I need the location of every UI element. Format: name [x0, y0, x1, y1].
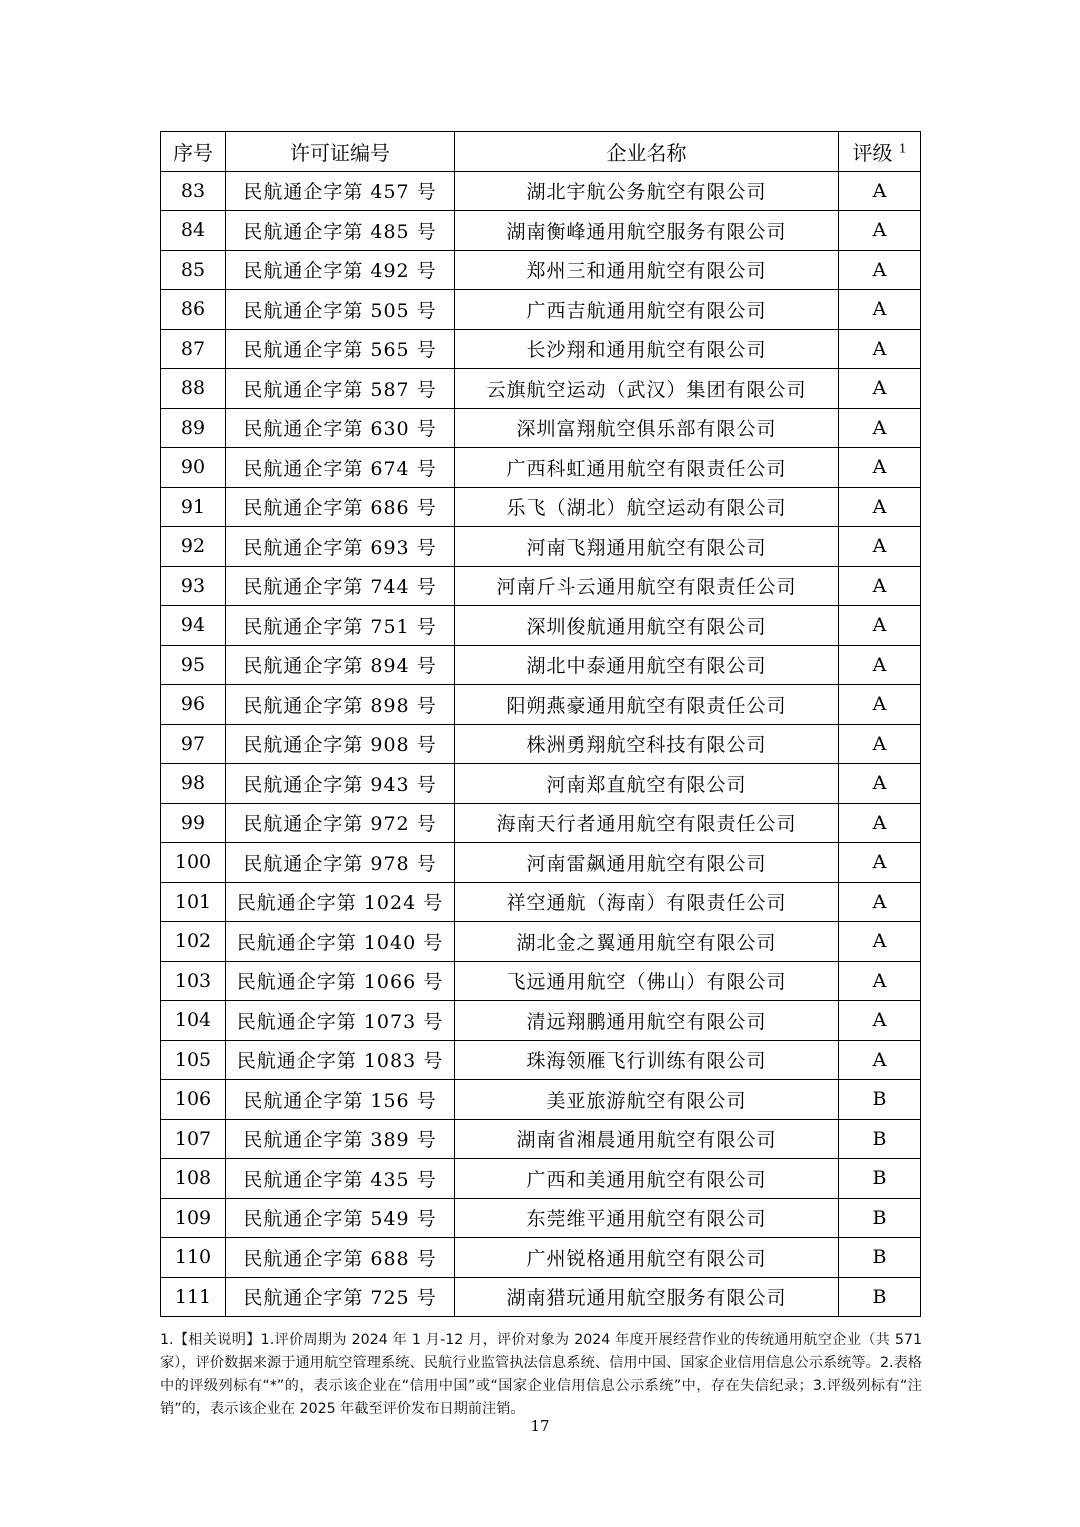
cell-license: 民航通企字第 587 号	[226, 369, 455, 409]
cell-license: 民航通企字第 978 号	[226, 843, 455, 883]
cell-grade: A	[839, 764, 921, 804]
cell-grade: A	[839, 1040, 921, 1080]
table-row	[161, 1040, 921, 1080]
cell-license: 民航通企字第 894 号	[226, 645, 455, 685]
cell-index: 99	[161, 803, 226, 843]
cell-license: 民航通企字第 435 号	[226, 1159, 455, 1199]
cell-grade: B	[839, 1119, 921, 1159]
cell-index: 111	[161, 1277, 226, 1317]
cell-company: 阳朔燕豪通用航空有限责任公司	[455, 685, 839, 725]
cell-license: 民航通企字第 943 号	[226, 764, 455, 804]
cell-index: 110	[161, 1238, 226, 1278]
grade-footnote-marker: 1	[898, 141, 907, 156]
table-row	[161, 1080, 921, 1120]
cell-company: 深圳俊航通用航空有限公司	[455, 606, 839, 646]
cell-company: 湖南猎玩通用航空服务有限公司	[455, 1277, 839, 1317]
table-row	[161, 448, 921, 488]
cell-license: 民航通企字第 565 号	[226, 329, 455, 369]
cell-grade: A	[839, 803, 921, 843]
table-body	[161, 171, 921, 1317]
cell-index: 96	[161, 685, 226, 725]
cell-grade: A	[839, 448, 921, 488]
cell-license: 民航通企字第 1040 号	[226, 922, 455, 962]
table-row	[161, 606, 921, 646]
table-row	[161, 329, 921, 369]
cell-index: 100	[161, 843, 226, 883]
cell-company: 湖北金之翼通用航空有限公司	[455, 922, 839, 962]
cell-license: 民航通企字第 1024 号	[226, 882, 455, 922]
cell-index: 86	[161, 290, 226, 330]
table-row	[161, 922, 921, 962]
cell-company: 长沙翔和通用航空有限公司	[455, 329, 839, 369]
cell-license: 民航通企字第 485 号	[226, 211, 455, 251]
cell-license: 民航通企字第 1073 号	[226, 1001, 455, 1041]
table-header-row	[161, 132, 921, 172]
header-license: 许可证编号	[226, 132, 455, 172]
cell-company: 云旗航空运动（武汉）集团有限公司	[455, 369, 839, 409]
cell-grade: A	[839, 408, 921, 448]
cell-grade: A	[839, 724, 921, 764]
cell-license: 民航通企字第 505 号	[226, 290, 455, 330]
cell-grade: A	[839, 290, 921, 330]
table-row	[161, 685, 921, 725]
table-row	[161, 527, 921, 567]
cell-index: 94	[161, 606, 226, 646]
table-row	[161, 369, 921, 409]
company-rating-table	[160, 131, 921, 1317]
table-row	[161, 1198, 921, 1238]
cell-index: 88	[161, 369, 226, 409]
cell-grade: A	[839, 250, 921, 290]
cell-license: 民航通企字第 156 号	[226, 1080, 455, 1120]
table-row	[161, 764, 921, 804]
cell-grade: A	[839, 685, 921, 725]
cell-index: 105	[161, 1040, 226, 1080]
cell-company: 祥空通航（海南）有限责任公司	[455, 882, 839, 922]
cell-index: 92	[161, 527, 226, 567]
cell-grade: B	[839, 1238, 921, 1278]
header-grade-label: 评级	[852, 140, 893, 165]
table-row	[161, 250, 921, 290]
cell-license: 民航通企字第 744 号	[226, 566, 455, 606]
cell-license: 民航通企字第 972 号	[226, 803, 455, 843]
cell-license: 民航通企字第 686 号	[226, 487, 455, 527]
cell-grade: A	[839, 922, 921, 962]
cell-index: 102	[161, 922, 226, 962]
cell-index: 107	[161, 1119, 226, 1159]
cell-license: 民航通企字第 389 号	[226, 1119, 455, 1159]
cell-grade: A	[839, 645, 921, 685]
cell-company: 东莞维平通用航空有限公司	[455, 1198, 839, 1238]
cell-license: 民航通企字第 1083 号	[226, 1040, 455, 1080]
cell-grade: A	[839, 171, 921, 211]
footnote: 1.【相关说明】1.评价周期为 2024 年 1 月-12 月，评价对象为 2024 年度开展经营作业的传统通用航空企业（共 571 家），评价数据来源于通用航空管理系统、民航行业监管执法信息系统、信用中国、国家企业信用信息公示系统等。2.表格中的评级列标有“*”的，表示该企业在“信用中国”或“国家企业信用信息公示系统”中，存在失信纪录；3.评级列标有“注销”的，表示该企业在 2025 年截至评价发布日期前注销。	[160, 1332, 922, 1417]
table-row	[161, 487, 921, 527]
cell-license: 民航通企字第 674 号	[226, 448, 455, 488]
cell-company: 河南郑直航空有限公司	[455, 764, 839, 804]
cell-index: 95	[161, 645, 226, 685]
cell-company: 美亚旅游航空有限公司	[455, 1080, 839, 1120]
table-row	[161, 1001, 921, 1041]
cell-grade: A	[839, 329, 921, 369]
cell-license: 民航通企字第 1066 号	[226, 961, 455, 1001]
cell-index: 104	[161, 1001, 226, 1041]
cell-company: 珠海领雁飞行训练有限公司	[455, 1040, 839, 1080]
header-company: 企业名称	[455, 132, 839, 172]
cell-license: 民航通企字第 457 号	[226, 171, 455, 211]
cell-license: 民航通企字第 693 号	[226, 527, 455, 567]
table-row	[161, 290, 921, 330]
table-row	[161, 645, 921, 685]
cell-grade: A	[839, 487, 921, 527]
cell-grade: A	[839, 211, 921, 251]
table-row	[161, 961, 921, 1001]
cell-index: 89	[161, 408, 226, 448]
cell-index: 98	[161, 764, 226, 804]
cell-company: 河南雷飙通用航空有限公司	[455, 843, 839, 883]
cell-grade: B	[839, 1159, 921, 1199]
cell-company: 广西科虹通用航空有限责任公司	[455, 448, 839, 488]
header-index: 序号	[161, 132, 226, 172]
cell-index: 101	[161, 882, 226, 922]
table-row	[161, 408, 921, 448]
cell-grade: B	[839, 1277, 921, 1317]
table-row	[161, 211, 921, 251]
cell-license: 民航通企字第 492 号	[226, 250, 455, 290]
cell-company: 湖南衡峰通用航空服务有限公司	[455, 211, 839, 251]
cell-company: 湖南省湘晨通用航空有限公司	[455, 1119, 839, 1159]
table-row	[161, 1238, 921, 1278]
cell-company: 海南天行者通用航空有限责任公司	[455, 803, 839, 843]
cell-grade: A	[839, 369, 921, 409]
cell-grade: A	[839, 527, 921, 567]
cell-grade: A	[839, 843, 921, 883]
cell-license: 民航通企字第 725 号	[226, 1277, 455, 1317]
cell-index: 97	[161, 724, 226, 764]
table-row	[161, 171, 921, 211]
cell-company: 湖北中泰通用航空有限公司	[455, 645, 839, 685]
cell-grade: B	[839, 1198, 921, 1238]
cell-index: 106	[161, 1080, 226, 1120]
cell-index: 84	[161, 211, 226, 251]
cell-grade: A	[839, 606, 921, 646]
cell-license: 民航通企字第 908 号	[226, 724, 455, 764]
cell-grade: A	[839, 1001, 921, 1041]
cell-index: 83	[161, 171, 226, 211]
table-row	[161, 724, 921, 764]
cell-index: 87	[161, 329, 226, 369]
cell-license: 民航通企字第 630 号	[226, 408, 455, 448]
cell-license: 民航通企字第 549 号	[226, 1198, 455, 1238]
cell-grade: A	[839, 882, 921, 922]
cell-company: 河南飞翔通用航空有限公司	[455, 527, 839, 567]
table-row	[161, 1119, 921, 1159]
header-grade	[839, 132, 921, 172]
cell-company: 湖北宇航公务航空有限公司	[455, 171, 839, 211]
table-row	[161, 1277, 921, 1317]
cell-index: 109	[161, 1198, 226, 1238]
cell-index: 108	[161, 1159, 226, 1199]
cell-company: 乐飞（湖北）航空运动有限公司	[455, 487, 839, 527]
table-row	[161, 803, 921, 843]
cell-license: 民航通企字第 688 号	[226, 1238, 455, 1278]
cell-index: 93	[161, 566, 226, 606]
cell-company: 飞远通用航空（佛山）有限公司	[455, 961, 839, 1001]
cell-grade: A	[839, 566, 921, 606]
cell-index: 91	[161, 487, 226, 527]
table-row	[161, 566, 921, 606]
cell-company: 河南斤斗云通用航空有限责任公司	[455, 566, 839, 606]
cell-grade: B	[839, 1080, 921, 1120]
cell-company: 广西吉航通用航空有限公司	[455, 290, 839, 330]
page-number: 17	[530, 1417, 550, 1435]
table-row	[161, 1159, 921, 1199]
cell-company: 郑州三和通用航空有限公司	[455, 250, 839, 290]
cell-grade: A	[839, 961, 921, 1001]
cell-index: 85	[161, 250, 226, 290]
cell-license: 民航通企字第 751 号	[226, 606, 455, 646]
cell-index: 90	[161, 448, 226, 488]
cell-company: 深圳富翔航空俱乐部有限公司	[455, 408, 839, 448]
table-row	[161, 843, 921, 883]
cell-company: 株洲勇翔航空科技有限公司	[455, 724, 839, 764]
table-row	[161, 882, 921, 922]
cell-index: 103	[161, 961, 226, 1001]
cell-company: 广州锐格通用航空有限公司	[455, 1238, 839, 1278]
cell-company: 清远翔鹏通用航空有限公司	[455, 1001, 839, 1041]
cell-company: 广西和美通用航空有限公司	[455, 1159, 839, 1199]
cell-license: 民航通企字第 898 号	[226, 685, 455, 725]
